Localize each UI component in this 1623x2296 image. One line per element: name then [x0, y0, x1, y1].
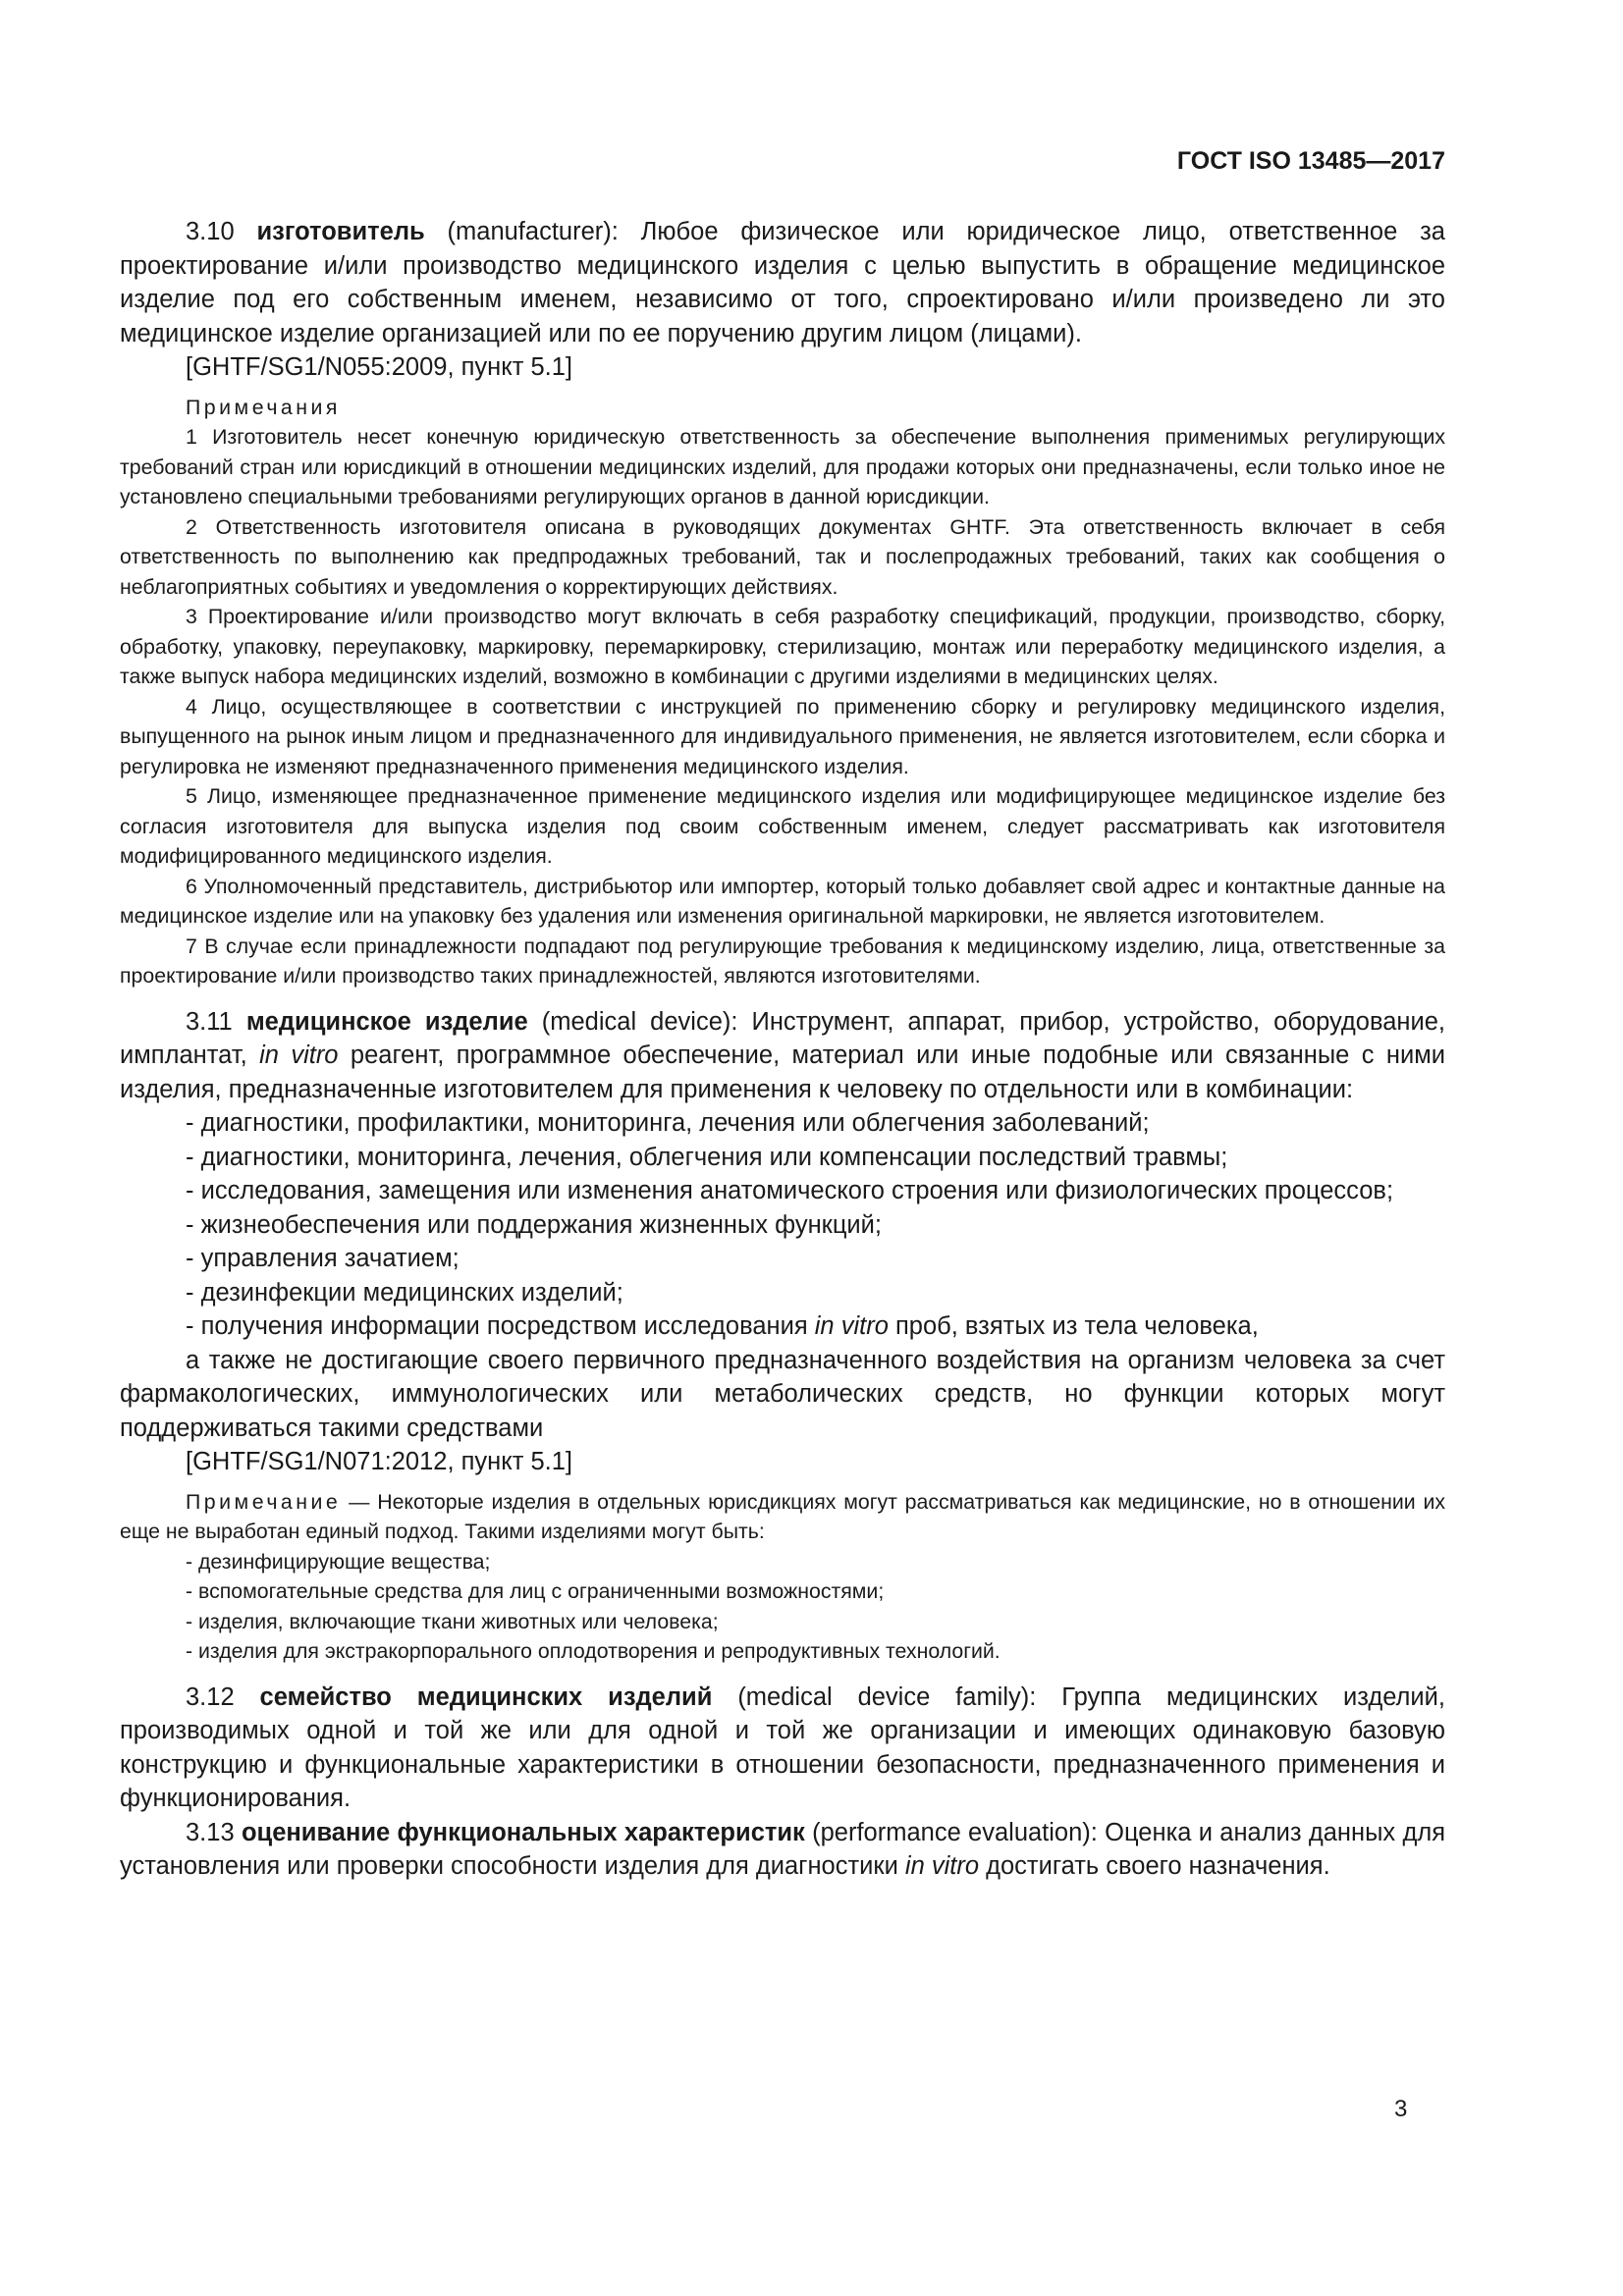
note-6: 6 Уполномоченный представитель, дистрибьютор или импортер, который только добавляет свой адрес и контактные данные на медицинское изделие или на упаковку без удаления или изменения оригинальной маркировки, не является изготовителем.: [120, 874, 1445, 928]
source-reference: [GHTF/SG1/N055:2009, пункт 5.1]: [186, 353, 573, 381]
note-2: 2 Ответственность изготовителя описана в руководящих документах GHTF. Эта ответственность включает в себя ответственность по выполнению как предпродажных требований, так и послепродажных требований, таких как сообщения о неблагоприятных событиях и уведомления о корректирующих действиях.: [120, 514, 1445, 599]
standard-header: ГОСТ ISO 13485—2017: [1176, 147, 1445, 175]
list-item: - диагностики, мониторинга, лечения, облегчения или компенсации последствий травмы;: [186, 1143, 1228, 1171]
list-item: - получения информации посредством исследования in vitro проб, взятых из тела человека,: [186, 1312, 1259, 1340]
clause-number: 3.12: [186, 1682, 235, 1711]
note-list-item: - изделия для экстракорпорального оплодотворения и репродуктивных технологий.: [186, 1639, 1001, 1663]
list-item: - исследования, замещения или изменения анатомического строения или физиологических процессов;: [186, 1177, 1394, 1204]
definition-text: (manufacturer): Любое физическое или юридическое лицо, ответственное за проектирование и/или производство медицинского изделия с целью выпустить в обращение медицинское изделие под его собственным именем, независимо от того, спроектировано и/или произведено ли это медицинское изделие организацией или по ее поручению другим лицом (лицами).: [120, 218, 1445, 347]
term: изготовитель: [256, 218, 425, 245]
note-3: 3 Проектирование и/или производство могут включать в себя разработку спецификаций, продукции, производство, сборку, обработку, упаковку, переупаковку, маркировку, перемаркировку, стерилизацию, монтаж или переработку медицинского изделия, а также выпуск набора медицинских изделий, возможно в комбинации с другими изделиями в медицинских целях.: [120, 605, 1445, 688]
clause-3-11: 3.11 медицинское изделие (medical device): Инструмент, аппарат, прибор, устройство, оборудование, имплантат, in vitro реагент, программное обеспечение, материал или иные подобные или связанные с ними изделия, предназначенные изготовителем для применения к человеку по отдельности или в комбинации:: [120, 1007, 1445, 1103]
term: медицинское изделие: [245, 1007, 528, 1036]
note-list-item: - вспомогательные средства для лиц с ограниченными возможностями;: [186, 1579, 885, 1603]
clause-number: 3.10: [186, 218, 235, 245]
clause-3-13: 3.13 оценивание функциональных характеристик (performance evaluation): Оценка и анализ данных для установления или проверки способности изделия для диагностики in vitro достигать своего назначения.: [120, 1818, 1446, 1880]
list-item: - диагностики, профилактики, мониторинга, лечения или облегчения заболеваний;: [186, 1109, 1150, 1137]
source-reference: [GHTF/SG1/N071:2012, пункт 5.1]: [186, 1448, 573, 1475]
list-item: - дезинфекции медицинских изделий;: [186, 1278, 623, 1307]
note-5: 5 Лицо, изменяющее предназначенное применение медицинского изделия или модифицирующее медицинское изделие без согласия изготовителя для выпуска изделия под своим собственным именем, следует рассматривать как изготовителя модифицированного медицинского изделия.: [120, 784, 1445, 868]
note-4: 4 Лицо, осуществляющее в соответствии с инструкцией по применению сборку и регулировку медицинского изделия, выпущенного на рынок иным лицом и предназначенного для индивидуального применения, не является изготовителем, если сборка и регулировка не изменяют предназначенного применения медицинского изделия.: [120, 694, 1445, 778]
document-page: [120, 147, 1445, 1884]
term: оценивание функциональных характеристик: [241, 1818, 805, 1846]
clause-3-10: [120, 215, 1445, 350]
clause-3-12: 3.12 семейство медицинских изделий (medical device family): Группа медицинских изделий, производимых одной и той же или для одной и той же организации и имеющих одинаковую базовую конструкцию и функциональные характеристики в отношении безопасности, предназначенного применения и функционирования.: [120, 1682, 1446, 1812]
note-7: 7 В случае если принадлежности подпадают под регулирующие требования к медицинскому изделию, лица, ответственные за проектирование и/или производство таких принадлежностей, являются изготовителями.: [120, 934, 1445, 988]
note: Примечание — Некоторые изделия в отдельных юрисдикциях могут рассматриваться как медицинские, но в отношении их еще не выработан единый подход. Такими изделиями могут быть:: [120, 1489, 1445, 1543]
list-item: - управления зачатием;: [186, 1245, 460, 1272]
note-list-item: - изделия, включающие ткани животных или человека;: [186, 1609, 719, 1633]
notes-title: Примечания: [186, 395, 341, 419]
list-item: - жизнеобеспечения или поддержания жизненных функций;: [186, 1210, 883, 1239]
note-list-item: - дезинфицирующие вещества;: [186, 1549, 491, 1574]
note-1: 1 Изготовитель несет конечную юридическую ответственность за обеспечение выполнения применимых регулирующих требований стран или юрисдикций в отношении медицинских изделий, для продажи которых они предназначены, если только иное не установлено специальными требованиями регулирующих органов в данной юрисдикции.: [120, 425, 1445, 508]
term: семейство медицинских изделий: [259, 1682, 713, 1711]
clause-number: 3.13: [186, 1818, 235, 1846]
closing-text: а также не достигающие своего первичного предназначенного воздействия на организм человека за счет фармакологических, иммунологических или метаболических средств, но функции которых могут поддерживаться такими средствами: [120, 1346, 1445, 1442]
page-number: 3: [1394, 2096, 1408, 2122]
clause-number: 3.11: [186, 1007, 233, 1036]
